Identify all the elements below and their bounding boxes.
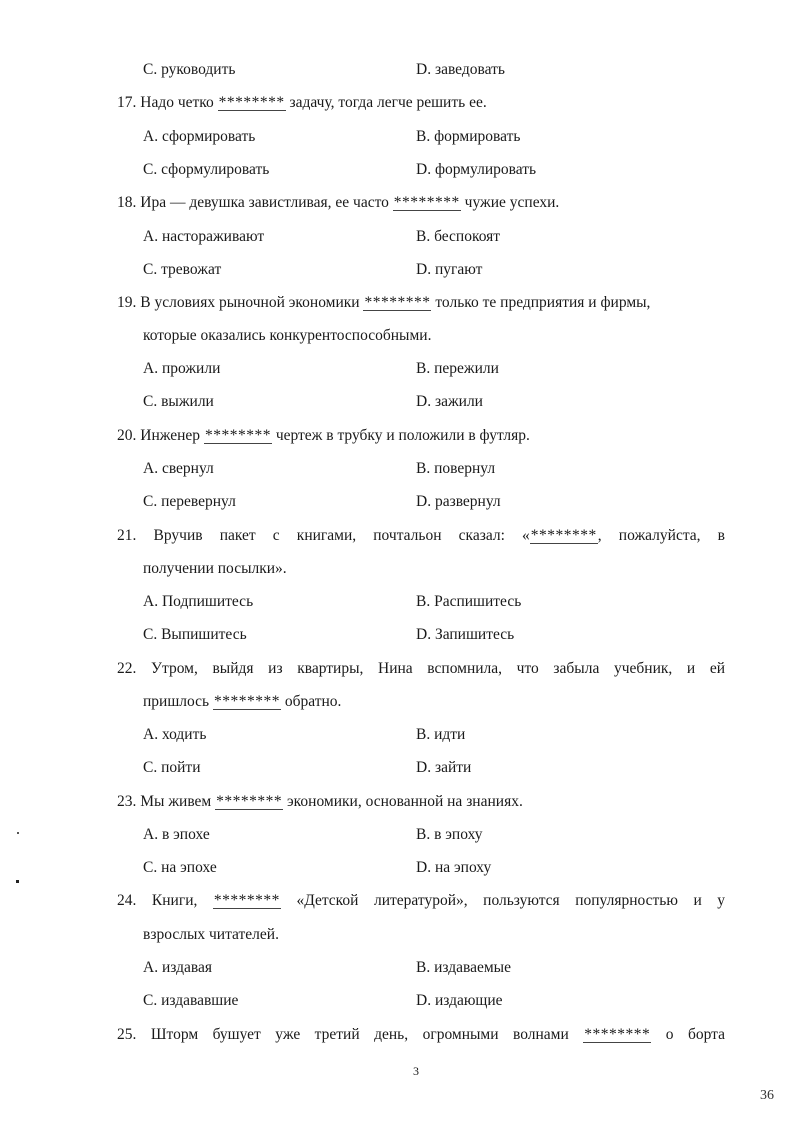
question-text: Мы живем	[140, 793, 212, 810]
question-text: только те предприятия и фирмы,	[435, 294, 651, 311]
question-text: чужие успехи.	[464, 194, 560, 211]
question-text: пришлось	[143, 693, 210, 710]
option-c: C. Выпишитесь	[143, 626, 247, 643]
question-continuation: которые оказались конкурентоспособными.	[143, 327, 432, 344]
question-number: 23.	[117, 793, 137, 810]
question-number: 21.	[117, 527, 137, 544]
question-20	[117, 426, 530, 446]
question-text: Ира — девушка завистливая, ее часто	[140, 194, 389, 211]
option-c: C. тревожат	[143, 261, 222, 278]
question-continuation: взрослых читателей.	[143, 926, 279, 943]
option-a: A. сформировать	[143, 128, 256, 145]
answer-blank: ********	[218, 94, 285, 111]
option-b: B. издаваемые	[416, 959, 511, 976]
option-b: B. повернул	[416, 460, 496, 477]
question-number: 18.	[117, 194, 137, 211]
option-c: C. выжили	[143, 393, 214, 410]
question-text: Вручив пакет с книгами, почтальон сказал: «	[153, 527, 530, 544]
question-text: чертеж в трубку и положили в футляр.	[275, 427, 530, 444]
question-number: 24.	[117, 892, 137, 909]
option-b: B. пережили	[416, 360, 499, 377]
question-continuation	[143, 692, 341, 712]
question-text: о борта	[665, 1026, 726, 1043]
option-d: D. зайти	[416, 759, 472, 776]
question-17	[117, 93, 487, 113]
option-c: C. на эпохе	[143, 859, 217, 876]
option-d: D. формулировать	[416, 161, 537, 178]
question-21	[117, 526, 725, 546]
option-d: D. Запишитесь	[416, 626, 515, 643]
question-text: Книги,	[151, 892, 198, 909]
option-a: A. свернул	[143, 460, 214, 477]
question-continuation: получении посылки».	[143, 560, 287, 577]
option-c: C. руководить	[143, 61, 236, 78]
option-a: A. прожили	[143, 360, 221, 377]
answer-blank: ********	[213, 892, 280, 909]
answer-blank: ********	[530, 527, 597, 544]
option-c: C. перевернул	[143, 493, 236, 510]
option-b: B. идти	[416, 726, 466, 743]
question-text: экономики, основанной на знаниях.	[287, 793, 523, 810]
option-d: D. развернул	[416, 493, 501, 510]
question-number: 22.	[117, 660, 137, 677]
answer-blank: ********	[204, 427, 271, 444]
question-number: 19.	[117, 294, 137, 311]
answer-blank: ********	[216, 793, 283, 810]
option-b: B. формировать	[416, 128, 521, 145]
question-number: 25.	[117, 1026, 137, 1043]
question-22	[117, 659, 725, 679]
question-23	[117, 792, 523, 812]
option-d: D. пугают	[416, 261, 483, 278]
option-c: C. пойти	[143, 759, 201, 776]
question-19	[117, 293, 650, 313]
question-number: 17.	[117, 94, 137, 111]
option-d: D. издающие	[416, 992, 503, 1009]
question-text: обратно.	[284, 693, 342, 710]
question-text: Утром, выйдя из квартиры, Нина вспомнила, что забыла учебник, и ей	[151, 660, 726, 677]
question-text: «Детской литературой», пользуются популярностью и у	[296, 892, 726, 909]
answer-blank: ********	[213, 693, 280, 710]
option-b: B. беспокоят	[416, 228, 501, 245]
option-a: A. ходить	[143, 726, 207, 743]
question-24	[117, 891, 725, 911]
page-number: 3	[413, 1064, 419, 1078]
scan-speck	[17, 832, 19, 834]
answer-blank: ********	[364, 294, 431, 311]
question-text: Инженер	[140, 427, 201, 444]
question-text: Надо четко	[140, 94, 214, 111]
question-text: , пожалуйста, в	[597, 527, 725, 544]
question-number: 20.	[117, 427, 137, 444]
answer-blank: ********	[584, 1026, 651, 1043]
question-18	[117, 193, 559, 213]
option-a: A. настораживают	[143, 228, 265, 245]
option-a: A. Подпишитесь	[143, 593, 254, 610]
option-d: D. на эпоху	[416, 859, 492, 876]
sheet-number: 36	[760, 1088, 774, 1103]
answer-blank: ********	[393, 194, 460, 211]
question-text: В условиях рыночной экономики	[140, 294, 360, 311]
option-d: D. зажили	[416, 393, 483, 410]
option-b: B. Распишитесь	[416, 593, 522, 610]
question-text: Шторм бушует уже третий день, огромными волнами	[150, 1026, 569, 1043]
option-a: A. в эпохе	[143, 826, 210, 843]
option-b: B. в эпоху	[416, 826, 483, 843]
option-a: A. издавая	[143, 959, 212, 976]
option-c: C. сформулировать	[143, 161, 270, 178]
question-text: задачу, тогда легче решить ее.	[289, 94, 487, 111]
option-d: D. заведовать	[416, 61, 505, 78]
option-c: C. издававшие	[143, 992, 239, 1009]
question-25	[117, 1025, 725, 1045]
scan-speck	[16, 880, 19, 883]
